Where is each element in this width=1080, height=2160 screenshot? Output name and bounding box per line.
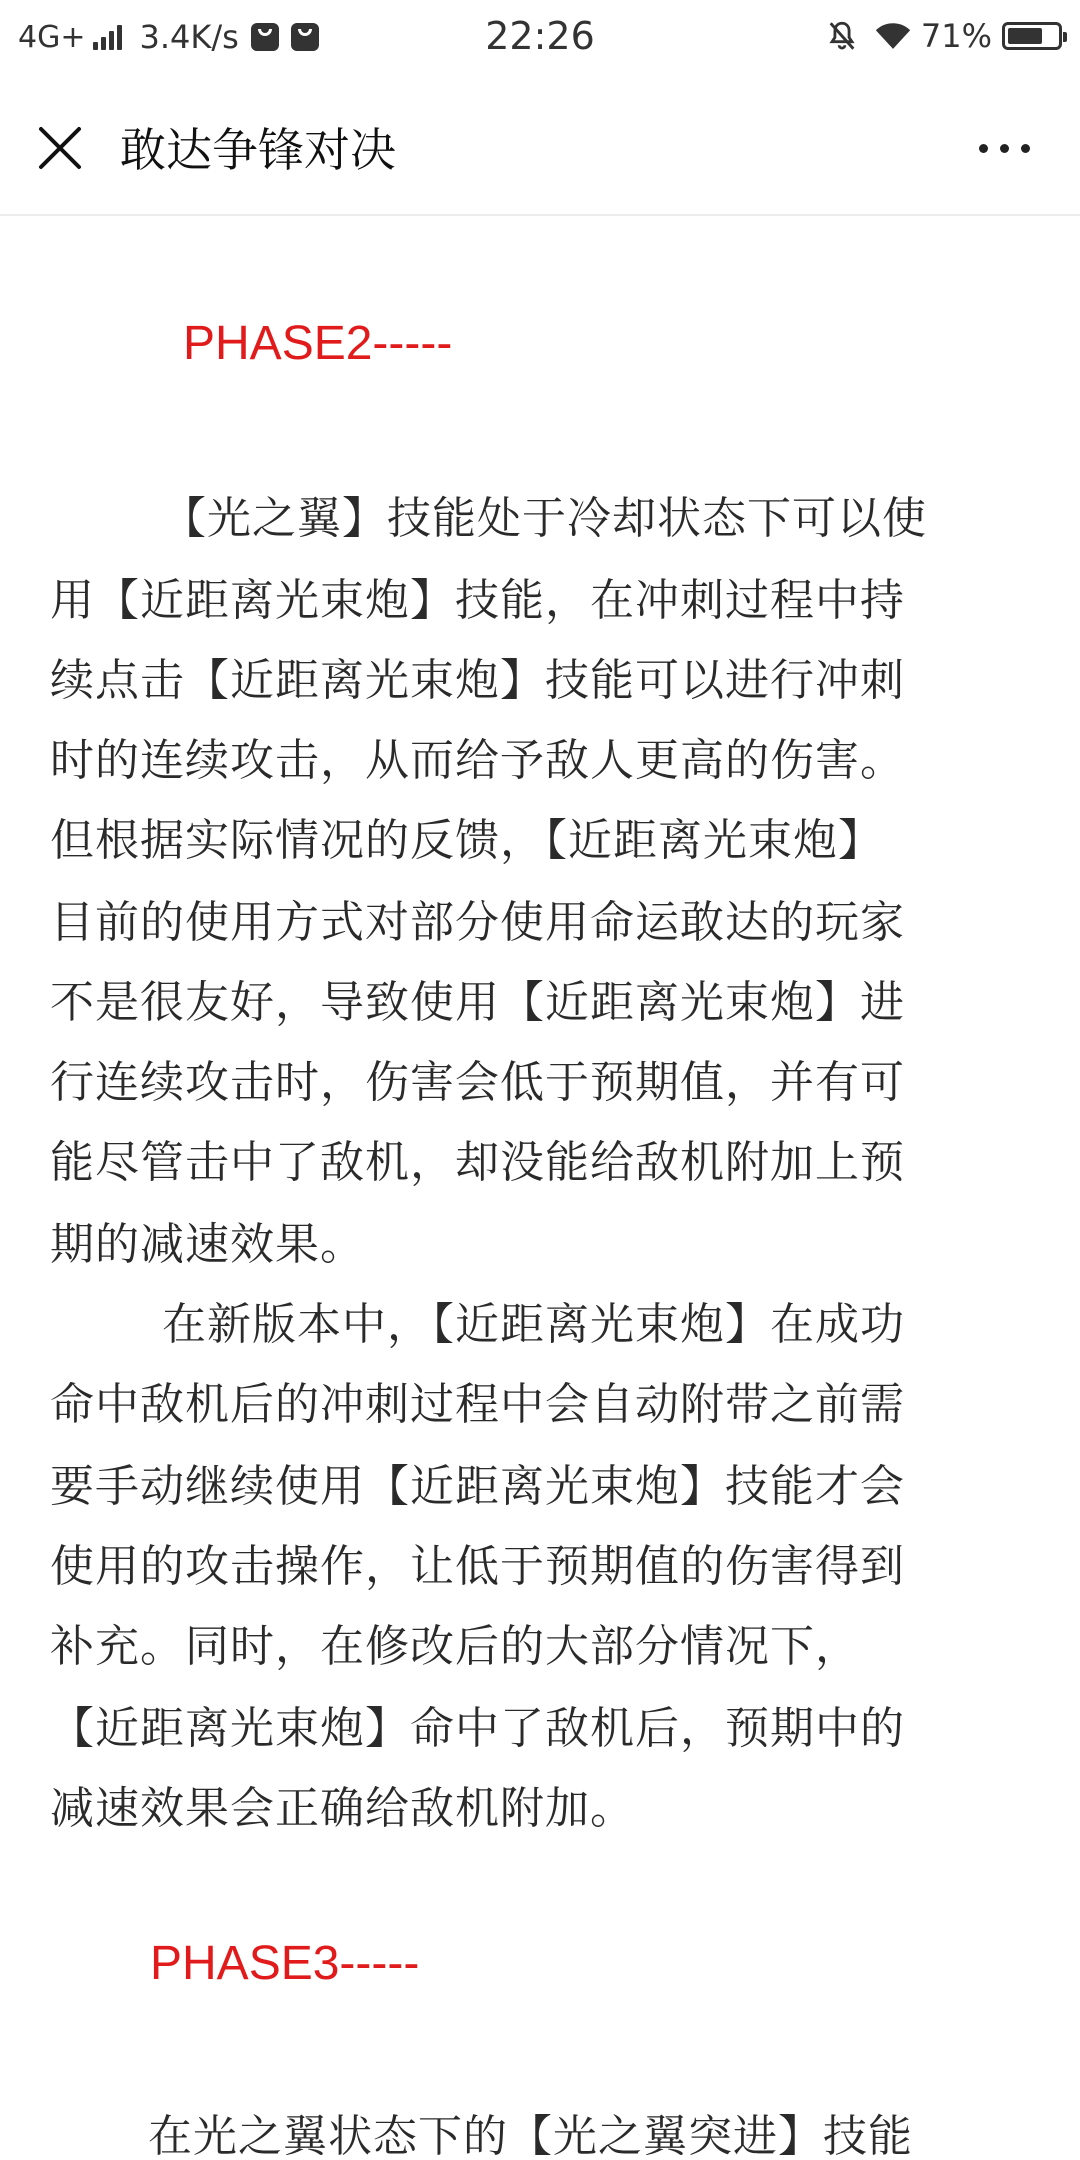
- paragraph-line: 补充。同时，在修改后的大部分情况下，: [50, 1621, 860, 1672]
- phase3-heading: PHASE3-----: [150, 1937, 420, 1990]
- paragraph-line: 目前的使用方式对部分使用命运敢达的玩家: [50, 897, 905, 948]
- paragraph-line: 能尽管击中了敌机，却没能给敌机附加上预: [50, 1137, 905, 1188]
- battery-percent: 71%: [920, 17, 992, 55]
- paragraph-line: 但根据实际情况的反馈，【近距离光束炮】: [50, 815, 883, 866]
- wifi-icon: [873, 20, 913, 52]
- paragraph-line: 在光之翼状态下的【光之翼突进】技能: [148, 2111, 913, 2160]
- paragraph-line: 不是很友好，导致使用【近距离光束炮】进: [50, 977, 905, 1028]
- paragraph-line: 续点击【近距离光束炮】技能可以进行冲刺: [50, 655, 905, 706]
- more-dot-icon: [1021, 144, 1030, 153]
- phase2-heading: PHASE2-----: [183, 317, 453, 370]
- battery-fill: [1008, 28, 1042, 44]
- close-icon: [37, 125, 83, 171]
- more-dot-icon: [979, 144, 988, 153]
- paragraph-line: 行连续攻击时，伤害会低于预期值，并有可: [50, 1057, 905, 1108]
- mute-bell-icon: [825, 19, 859, 53]
- paragraph-line: 要手动继续使用【近距离光束炮】技能才会: [50, 1461, 905, 1512]
- paragraph-line: 【光之翼】技能处于冷却状态下可以使: [162, 493, 927, 544]
- paragraph-line: 用【近距离光束炮】技能，在冲刺过程中持: [50, 575, 905, 626]
- nav-header: [0, 74, 1080, 216]
- paragraph-line: 【近距离光束炮】命中了敌机后，预期中的: [50, 1703, 905, 1754]
- clock: 22:26: [485, 14, 595, 58]
- network-type: 4G+: [18, 19, 86, 55]
- more-dot-icon: [1000, 144, 1009, 153]
- paragraph-line: 使用的攻击操作，让低于预期值的伤害得到: [50, 1541, 905, 1592]
- status-bar: [0, 0, 1080, 74]
- article-body: [0, 216, 1080, 2160]
- paragraph-line: 在新版本中，【近距离光束炮】在成功: [162, 1299, 905, 1350]
- more-options-button[interactable]: [968, 118, 1040, 178]
- page-title: 敢达争锋对决: [120, 123, 396, 177]
- status-right: [825, 14, 1062, 58]
- paragraph-line: 时的连续攻击，从而给予敌人更高的伤害。: [50, 735, 905, 786]
- network-speed: 3.4K/s: [139, 18, 239, 56]
- battery-icon: [1002, 22, 1062, 50]
- close-button[interactable]: [24, 112, 96, 184]
- paragraph-line: 期的减速效果。: [50, 1219, 365, 1270]
- paragraph-line: 命中敌机后的冲刺过程中会自动附带之前需: [50, 1379, 905, 1430]
- paragraph-line: 减速效果会正确给敌机附加。: [50, 1783, 635, 1834]
